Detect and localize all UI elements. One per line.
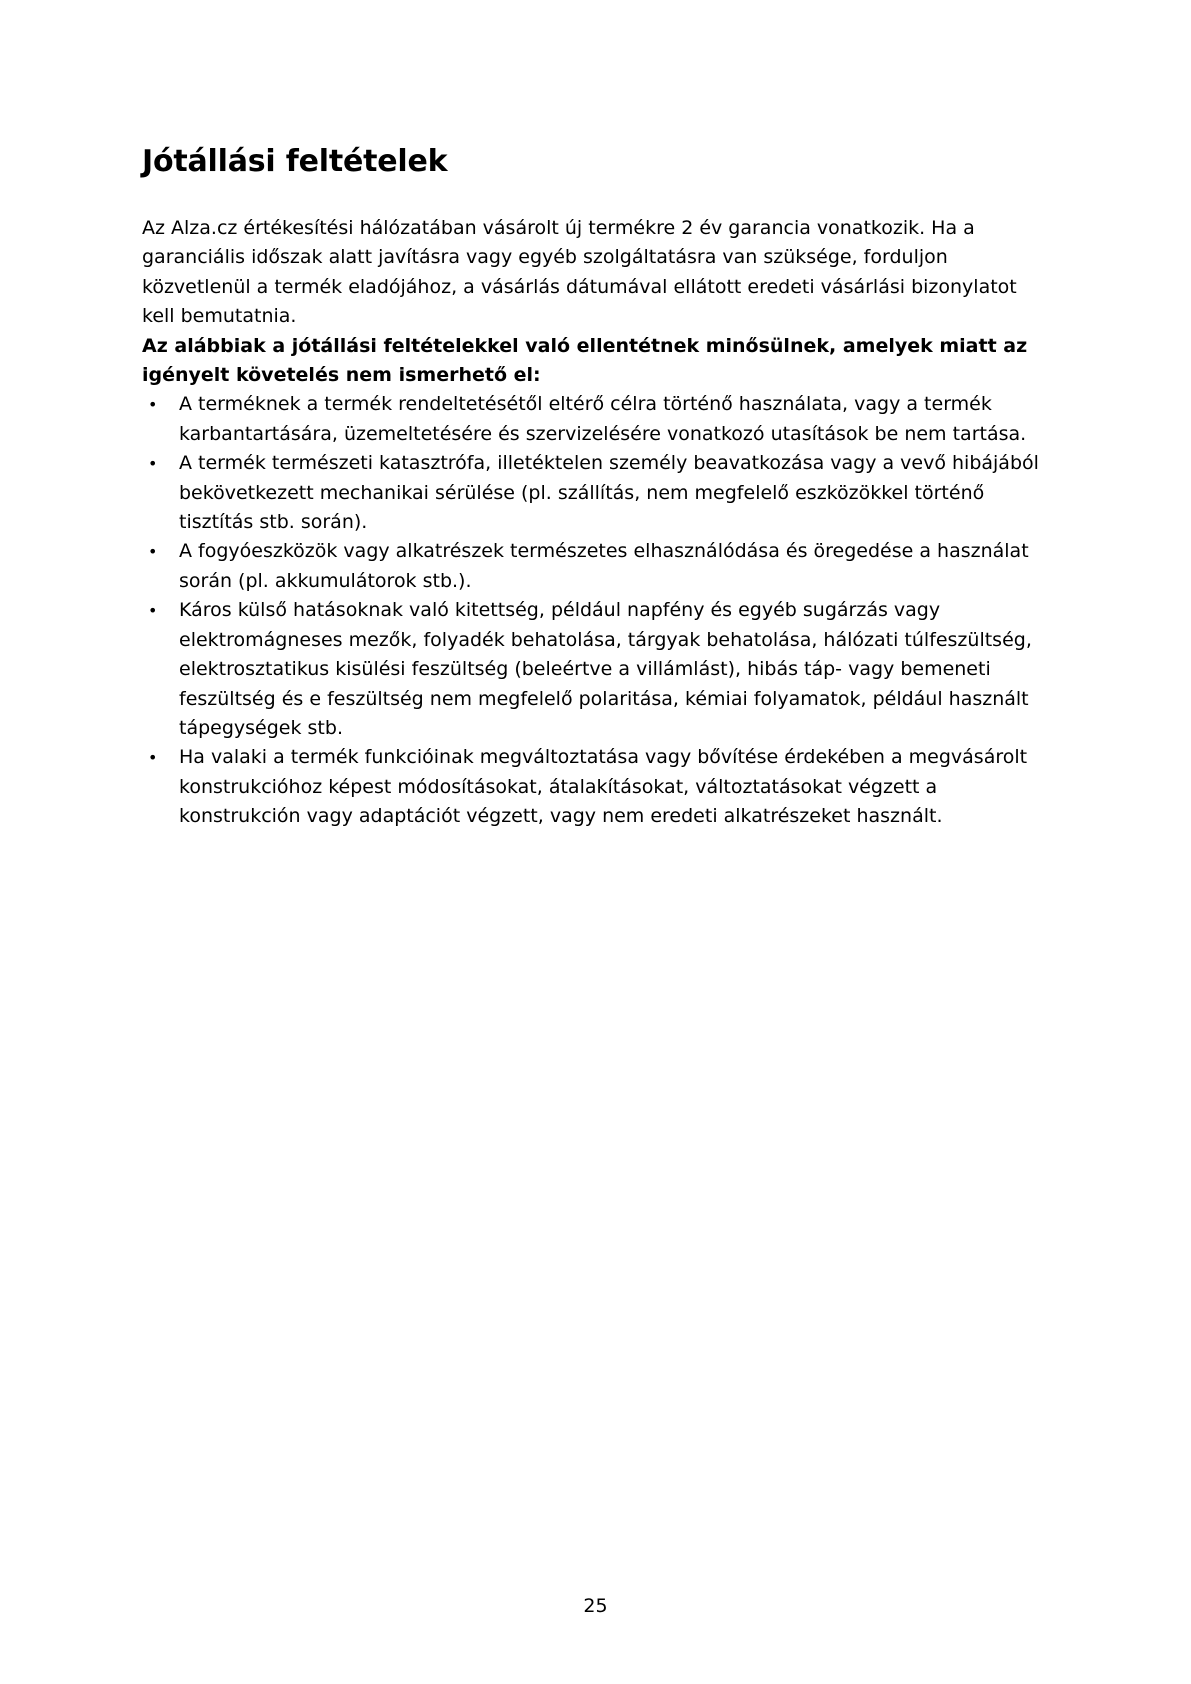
- bullet-icon: •: [148, 454, 158, 474]
- list-item-text: Káros külső hatásoknak való kitettség, például napfény és egyéb sugárzás vagy elektromágneses mezők, folyadék behatolása, tárgyak behatolása, hálózati túlfeszültség, elektrosztatikus kisülési feszültség (beleértve a villámlást), hibás táp- vagy bemeneti feszültség és e feszültség nem megfelelő polaritása, kémiai folyamatok, például használt tápegységek stb.: [179, 599, 1032, 739]
- conditions-list: [142, 390, 1052, 831]
- list-item-text: A terméknek a termék rendeltetésétől eltérő célra történő használata, vagy a termék karbantartására, üzemeltetésére és szervizelésére vonatkozó utasítások be nem tartása.: [179, 393, 1027, 445]
- page-title: Jótállási feltételek: [142, 144, 448, 179]
- list-item-text: A termék természeti katasztrófa, illetéktelen személy beavatkozása vagy a vevő hibájából bekövetkezett mechanikai sérülése (pl. szállítás, nem megfelelő eszközökkel történő tisztítás stb. során).: [179, 452, 1039, 534]
- list-item: [142, 537, 1052, 596]
- bullet-icon: •: [148, 395, 158, 415]
- list-item-text: A fogyóeszközök vagy alkatrészek természetes elhasználódása és öregedése a használat során (pl. akkumulátorok stb.).: [179, 540, 1029, 592]
- list-item: [142, 449, 1052, 537]
- list-item: [142, 596, 1052, 743]
- list-item: [142, 743, 1052, 831]
- bullet-icon: •: [148, 601, 158, 621]
- conditions-heading: Az alábbiak a jótállási feltételekkel való ellentétnek minősülnek, amelyek miatt az igényelt követelés nem ismerhető el:: [142, 334, 1028, 387]
- page-content: [142, 140, 1052, 832]
- list-item: [142, 390, 1052, 449]
- list-item-text: Ha valaki a termék funkcióinak megváltoztatása vagy bővítése érdekében a megvásárolt konstrukcióhoz képest módosításokat, átalakításokat, változtatásokat végzett a konstrukción vagy adaptációt végzett, vagy nem eredeti alkatrészeket használt.: [179, 746, 1028, 828]
- bullet-icon: •: [148, 748, 158, 768]
- bullet-icon: •: [148, 542, 158, 562]
- intro-paragraph: Az Alza.cz értékesítési hálózatában vásárolt új termékre 2 év garancia vonatkozik. Ha a garanciális időszak alatt javításra vagy egyéb szolgáltatásra van szüksége, forduljon közvetlenül a termék eladójához, a vásárlás dátumával ellátott eredeti vásárlási bizonylatot kell bemutatnia.: [142, 217, 1017, 328]
- page-number: 25: [583, 1595, 608, 1617]
